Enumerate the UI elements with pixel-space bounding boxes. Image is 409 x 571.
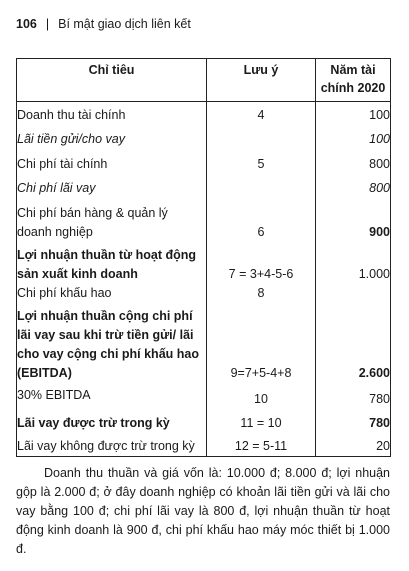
indicator-cell: Chi phí tài chính: [17, 149, 207, 174]
table-row: [17, 174, 391, 198]
table-row: [17, 125, 391, 149]
table-row: [17, 303, 391, 383]
header-separator: |: [45, 17, 50, 31]
value-cell: 2.600: [316, 303, 391, 383]
note-cell: 12 = 5-11: [207, 433, 316, 457]
financial-table: [16, 58, 391, 457]
table-row: [17, 198, 391, 242]
indicator-cell: Chi phí lãi vay: [17, 174, 207, 198]
note-cell: 6: [207, 198, 316, 242]
table-row: [17, 383, 391, 409]
indicator-cell: Chi phí khấu hao: [17, 284, 207, 303]
table-row: [17, 102, 391, 125]
note-cell: 11 = 10: [207, 409, 316, 433]
table-row: [17, 284, 391, 303]
indicator-cell: Lãi tiền gửi/cho vay: [17, 125, 207, 149]
indicator-cell: Lãi vay được trừ trong kỳ: [17, 409, 207, 433]
note-cell: 5: [207, 149, 316, 174]
note-cell: [207, 125, 316, 149]
note-cell: 7 = 3+4-5-6: [207, 242, 316, 284]
value-cell: 100: [316, 125, 391, 149]
page-header: [16, 17, 191, 31]
note-cell: 9=7+5-4+8: [207, 303, 316, 383]
value-cell: [316, 284, 391, 303]
page-number: 106: [16, 17, 37, 31]
table-row: [17, 242, 391, 284]
value-cell: 20: [316, 433, 391, 457]
value-cell: 780: [316, 409, 391, 433]
value-cell: 1.000: [316, 242, 391, 284]
value-cell: 800: [316, 174, 391, 198]
indicator-cell: Chi phí bán hàng & quản lý doanh nghiệp: [17, 198, 207, 242]
note-cell: [207, 174, 316, 198]
table-row: [17, 149, 391, 174]
indicator-cell: Lãi vay không được trừ trong kỳ: [17, 433, 207, 457]
body-paragraph: Doanh thu thuần và giá vốn là: 10.000 đ; 8.000 đ; lợi nhuận gộp là 2.000 đ; ở đây doanh nghiệp có khoản lãi tiền gửi và lãi cho vay bằng 100 đ; chi phí lãi vay là 800 đ, lợi nhuận thuần từ hoạt động kinh doanh là 900 đ, chi phí khấu hao máy móc thiết bị 1.000 đ.: [16, 466, 390, 556]
table-header-row: [17, 59, 391, 102]
value-cell: 100: [316, 102, 391, 125]
indicator-cell: 30% EBITDA: [17, 383, 207, 409]
table-row: [17, 409, 391, 433]
indicator-cell: Doanh thu tài chính: [17, 102, 207, 125]
value-cell: 900: [316, 198, 391, 242]
indicator-cell: Lợi nhuận thuần cộng chi phí lãi vay sau khi trừ tiền gửi/ lãi cho vay cộng chi phí khấu hao (EBITDA): [17, 303, 207, 383]
note-cell: 8: [207, 284, 316, 303]
column-header-year: Năm tài chính 2020: [316, 59, 391, 102]
column-header-indicator: Chỉ tiêu: [17, 59, 207, 102]
note-cell: 4: [207, 102, 316, 125]
indicator-cell: Lợi nhuận thuần từ hoạt động sản xuất kinh doanh: [17, 242, 207, 284]
value-cell: 780: [316, 383, 391, 409]
column-header-note: Lưu ý: [207, 59, 316, 102]
value-cell: 800: [316, 149, 391, 174]
book-title: Bí mật giao dịch liên kết: [58, 17, 191, 31]
table-row: [17, 433, 391, 457]
note-cell: 10: [207, 383, 316, 409]
